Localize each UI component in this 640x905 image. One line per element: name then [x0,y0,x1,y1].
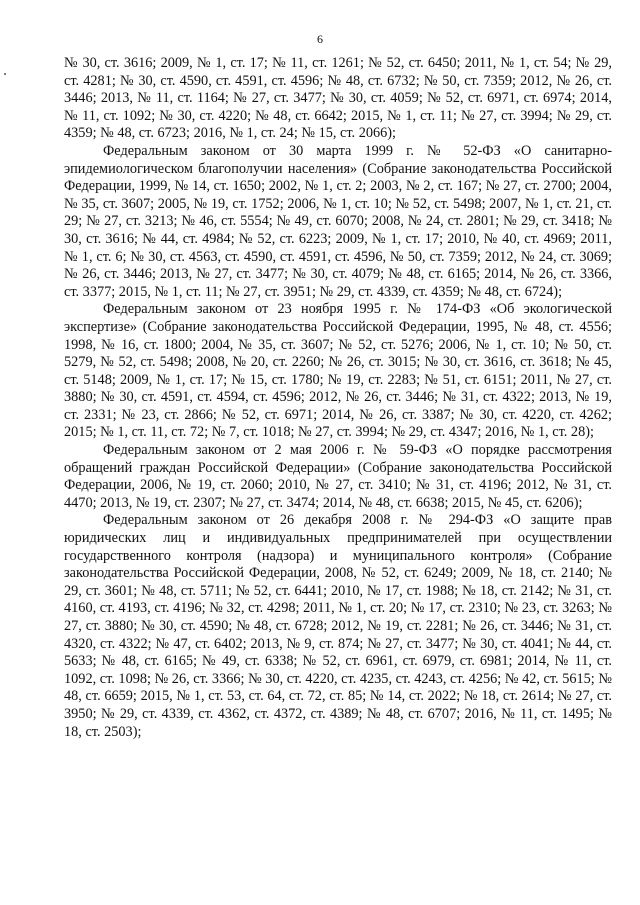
page-number: 6 [317,32,323,46]
paragraph-law-59-fz: Федеральным законом от 2 мая 2006 г. № 59-ФЗ «О порядке рассмотрения обращений граждан Российской Федерации» (Собрание законодательства Российской Федерации, 2006, № 19, ст. 2060; 2010, № 27, ст. 3410; № 31, ст. 4196; 2012, № 31, ст. 4470; 2013, № 19, ст. 2307; № 27, ст. 3474; 2014, № 48, ст. 6638; 2015, № 45, ст. 6206); [64,442,612,511]
scan-speck [4,73,6,75]
paragraph-law-52-fz: Федеральным законом от 30 марта 1999 г. № 52-ФЗ «О санитарно-эпидемиологическом благополучии населения» (Собрание законодательства Российской Федерации, 1999, № 14, ст. 1650; 2002, № 1, ст. 2; 2003, № 2, ст. 167; № 27, ст. 2700; 2004, № 35, ст. 3607; 2005, № 19, ст. 1752; 2006, № 1, ст. 10; № 52, ст. 5498; 2007, № 1, ст. 21, ст. 29; № 27, ст. 3213; № 46, ст. 5554; № 49, ст. 6070; 2008, № 24, ст. 2801; № 29, ст. 3418; № 30, ст. 3616; № 44, ст. 4984; № 52, ст. 6223; 2009, № 1, ст. 17; 2010, № 40, ст. 4969; 2011, № 1, ст. 6; № 30, ст. 4563, ст. 4590, ст. 4591, ст. 4596, № 50, ст. 7359; 2012, № 24, ст. 3069; № 26, ст. 3446; 2013, № 27, ст. 3477; № 30, ст. 4079; № 48, ст. 6165; 2014, № 26, ст. 3366, ст. 3377; 2015, № 1, ст. 11; № 27, ст. 3951; № 29, ст. 4339, ст. 4359; № 48, ст. 6724); [64,142,612,300]
document-body [64,55,612,741]
paragraph-law-294-fz: Федеральным законом от 26 декабря 2008 г. № 294-ФЗ «О защите прав юридических лиц и индивидуальных предпринимателей при осуществлении государственного контроля (надзора) и муниципального контроля» (Собрание законодательства Российской Федерации, 2008, № 52, ст. 6249; 2009, № 18, ст. 2140; № 29, ст. 3601; № 48, ст. 5711; № 52, ст. 6441; 2010, № 17, ст. 1988; № 18, ст. 2142; № 31, ст. 4160, ст. 4193, ст. 4196; № 32, ст. 4298; 2011, № 1, ст. 20; № 17, ст. 2310; № 23, ст. 3263; № 27, ст. 3880; № 30, ст. 4590; № 48, ст. 6728; 2012, № 19, ст. 2281; № 26, ст. 3446; № 31, ст. 4320, ст. 4322; № 47, ст. 6402; 2013, № 9, ст. 874; № 27, ст. 3477; № 30, ст. 4041; № 44, ст. 5633; № 48, ст. 6165; № 49, ст. 6338; № 52, ст. 6961, ст. 6979, ст. 6981; 2014, № 11, ст. 1092, ст. 1098; № 26, ст. 3366; № 30, ст. 4220, ст. 4235, ст. 4243, ст. 4256; № 42, ст. 5615; № 48, ст. 6659; 2015, № 1, ст. 53, ст. 64, ст. 72, ст. 85; № 14, ст. 2022; № 18, ст. 2614; № 27, ст. 3950; № 29, ст. 4339, ст. 4362, ст. 4372, ст. 4389; № 48, ст. 6707; 2016, № 11, ст. 1495; № 18, ст. 2503); [64,512,612,740]
paragraph-continuation: № 30, ст. 3616; 2009, № 1, ст. 17; № 11, ст. 1261; № 52, ст. 6450; 2011, № 1, ст. 54; № 29, ст. 4281; № 30, ст. 4590, ст. 4591, ст. 4596; № 48, ст. 6732; № 50, ст. 7359; 2012, № 26, ст. 3446; 2013, № 11, ст. 1164; № 27, ст. 3477; № 30, ст. 4059; № 52, ст. 6971, ст. 6974; 2014, № 11, ст. 1092; № 30, ст. 4220; № 48, ст. 6642; 2015, № 1, ст. 11; № 27, ст. 3994; № 29, ст. 4359; № 48, ст. 6723; 2016, № 1, ст. 24; № 15, ст. 2066); [64,55,612,142]
paragraph-law-174-fz: Федеральным законом от 23 ноября 1995 г. № 174-ФЗ «Об экологической экспертизе» (Собрание законодательства Российской Федерации, 1995, № 48, ст. 4556; 1998, № 16, ст. 1800; 2004, № 35, ст. 3607; № 52, ст. 5276; 2006, № 1, ст. 10; № 50, ст. 5279, № 52, ст. 5498; 2008, № 20, ст. 2260; № 26, ст. 3015; № 30, ст. 3616, ст. 3618; № 45, ст. 5148; 2009, № 1, ст. 17; № 15, ст. 1780; № 19, ст. 2283; № 51, ст. 6151; 2011, № 27, ст. 3880; № 30, ст. 4591, ст. 4594, ст. 4596; 2012, № 26, ст. 3446; № 31, ст. 4322; 2013, № 19, ст. 2331; № 23, ст. 2866; № 52, ст. 6971; 2014, № 26, ст. 3387; № 30, ст. 4220, ст. 4262; 2015; № 1, ст. 11, ст. 72; № 7, ст. 1018; № 27, ст. 3994; № 29, ст. 4347; 2016, № 1, ст. 28); [64,301,612,441]
